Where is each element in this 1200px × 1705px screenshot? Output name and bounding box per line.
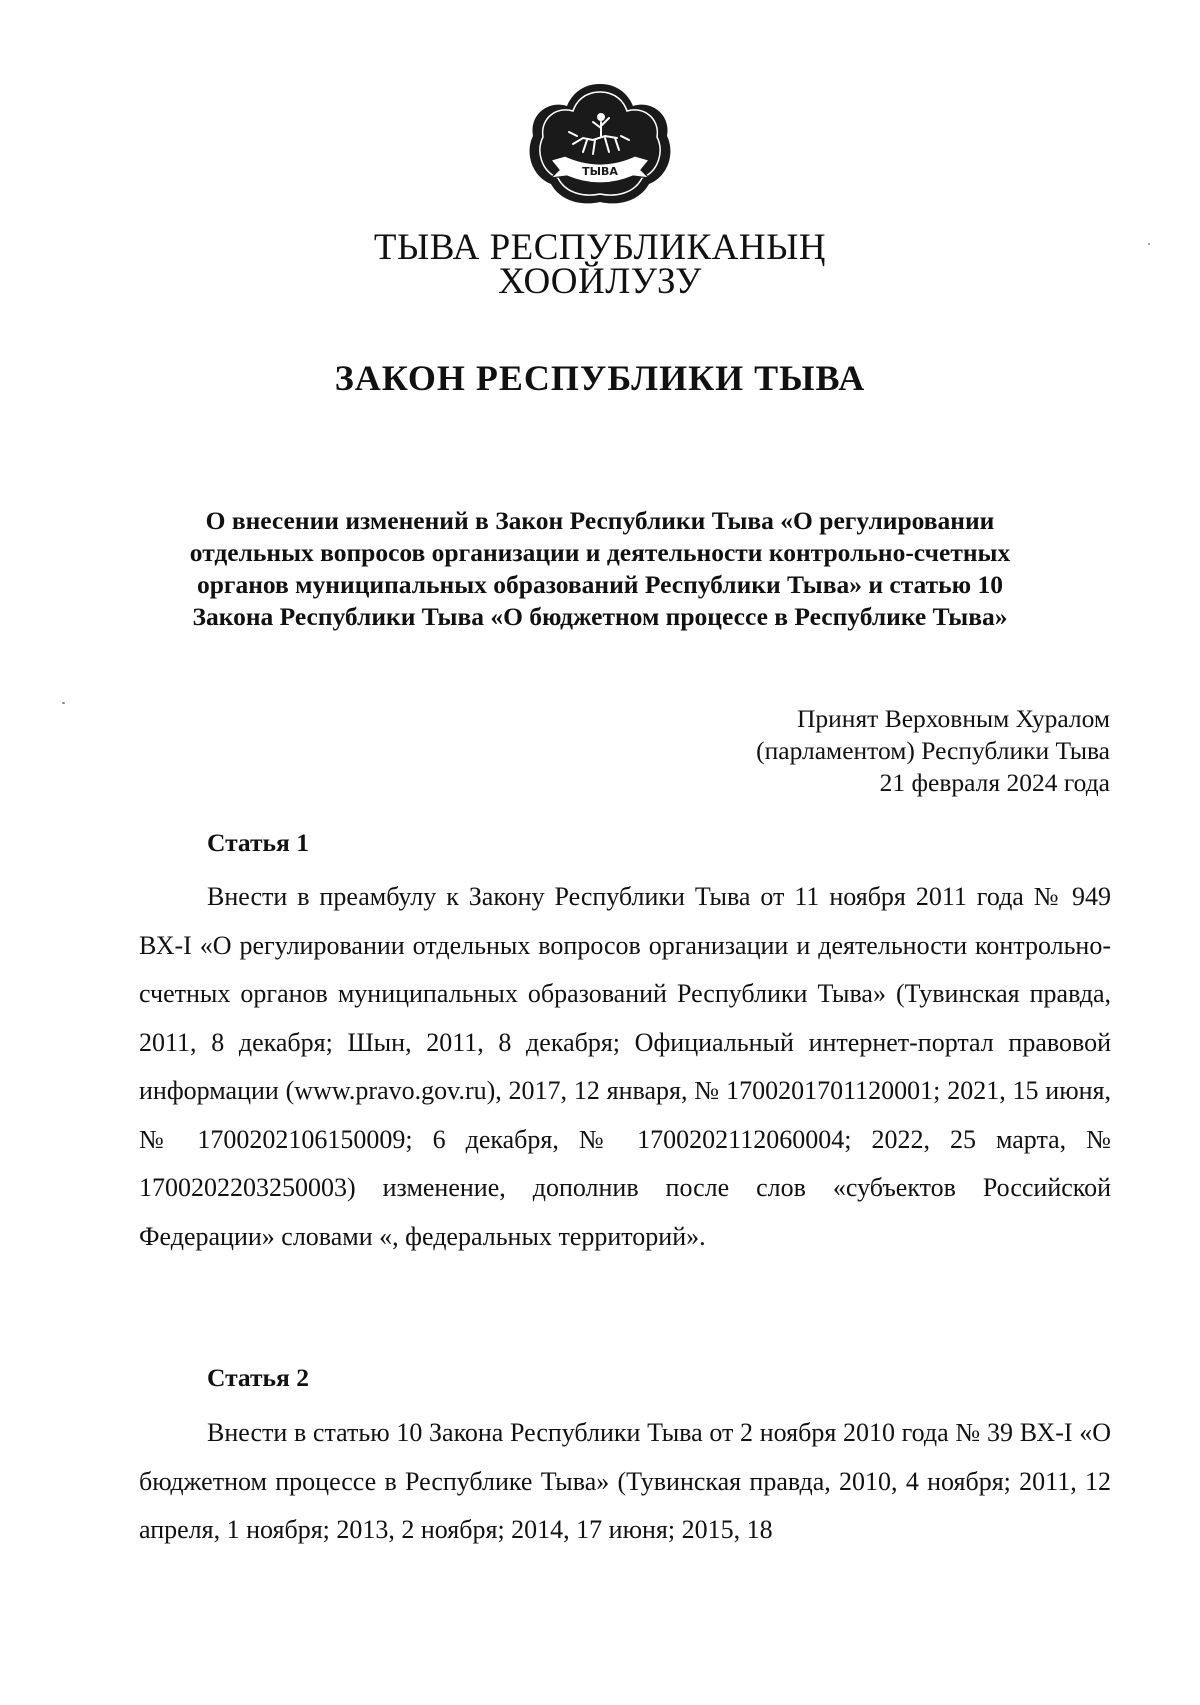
law-subject-title xyxy=(120,505,1080,633)
adoption-line-parliament: (парламентом) Республики Тыва xyxy=(756,736,1110,765)
law-title: ЗАКОН РЕСПУБЛИКИ ТЫВА xyxy=(334,358,866,398)
adoption-line-body: Принят Верховным Хуралом xyxy=(797,704,1110,733)
scan-speck xyxy=(1148,243,1150,245)
subject-line: О внесении изменений в Закон Республики Тыва «О регулировании xyxy=(205,506,995,535)
subject-line: отдельных вопросов организации и деятельности контрольно-счетных xyxy=(189,538,1011,567)
article-2-heading: Статья 2 xyxy=(207,1363,309,1392)
header-line-tyvan: ТЫВА РЕСПУБЛИКАНЫҢ xyxy=(373,227,827,268)
subject-line: органов муниципальных образований Республики Тыва» и статью 10 xyxy=(196,570,1004,599)
article-2-text: Внести в статью 10 Закона Республики Тыва от 2 ноября 2010 года № 39 ВХ-I «О бюджетном процессе в Республике Тыва» (Тувинская правда, 2010, 4 ноября; 2011, 12 апреля, 1 ноября; 2013, 2 ноября; 2014, 17 июня; 2015, 18 xyxy=(139,1418,1111,1544)
emblem-ribbon-text: ТЫВА xyxy=(582,165,618,178)
emblem-outer-shape xyxy=(530,84,671,203)
adoption-block xyxy=(756,703,1110,799)
adoption-date: 21 февраля 2024 года xyxy=(879,768,1110,797)
tyva-coat-of-arms-icon xyxy=(521,80,679,208)
article-1-text: Внести в преамбулу к Закону Республики Тыва от 11 ноября 2011 года № 949 ВХ-I «О регулировании отдельных вопросов организации и деятельности контрольно-счетных органов муниципальных образований Республики Тыва» (Тувинская правда, 2011, 8 декабря; Шын, 2011, 8 декабря; Официальный интернет-портал правовой информации (www.pravo.gov.ru), 2017, 12 января, № 1700201701120001; 2021, 15 июня, № 1700202106150009; 6 декабря, № 1700202112060004; 2022, 25 марта, № 1700202203250003) изменение, дополнив после слов «субъектов Российской Федерации» словами «, федеральных территорий». xyxy=(139,882,1111,1251)
scan-speck xyxy=(62,702,65,704)
header-line-tyvan-law: ХООЙЛУЗУ xyxy=(498,261,702,302)
article-1-heading: Статья 1 xyxy=(207,828,309,857)
subject-line: Закона Республики Тыва «О бюджетном процессе в Республике Тыва» xyxy=(192,602,1008,631)
